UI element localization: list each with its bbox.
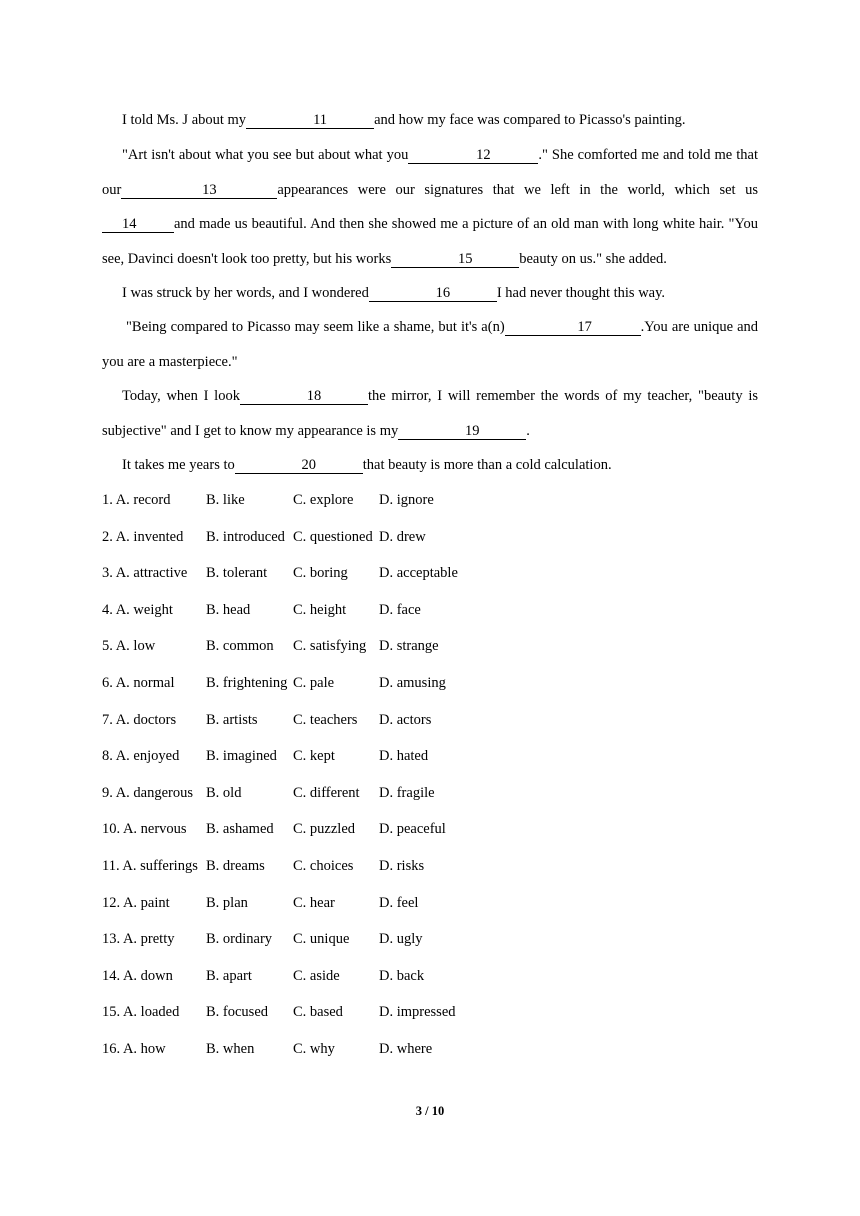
option-a: 12. A. paint [102,894,170,911]
option-d: D. peaceful [379,821,446,838]
option-b: B. apart [206,967,252,984]
option-a: 6. A. normal [102,674,175,691]
passage-text: I told Ms. J about my [122,112,247,128]
option-c: C. questioned [293,528,373,545]
option-d: D. hated [379,748,429,765]
option-a: 14. A. down [102,967,173,984]
option-d: D. back [379,967,425,984]
option-d: D. ugly [379,931,423,948]
option-a: 3. A. attractive [102,565,188,582]
passage-text: It takes me years to [122,457,235,473]
option-c: C. puzzled [293,821,356,838]
option-c: C. satisfying [293,638,367,655]
passage-text: and made us beautiful. And then she showed me a picture of an old man with long white hair. "You see, Davinci doesn't look too pretty, but his works [102,216,758,267]
option-b: B. common [206,638,274,655]
passage-text: ." She comforted me and told me that our [102,147,759,198]
option-c: C. why [293,1040,335,1057]
option-b: B. frightening [206,674,288,691]
option-d: D. actors [379,711,432,728]
passage-paragraph-5 [102,379,758,448]
option-d: D. face [379,601,421,618]
blank-17: 17 [505,319,641,336]
option-c: C. choices [293,857,354,874]
option-a: 1. A. record [102,492,171,508]
passage-text: "Art isn't about what you see but about what you [122,147,409,163]
passage-text: "Being compared to Picasso may seem like a shame, but it's a(n) [126,319,505,335]
option-d: D. acceptable [379,565,458,582]
option-d: D. amusing [379,674,446,691]
option-b: B. artists [206,711,258,728]
option-a: 4. A. weight [102,601,173,618]
option-c: C. boring [293,565,348,582]
passage-paragraph-1 [102,103,758,138]
passage-text: I had never thought this way. [496,285,666,301]
option-d: D. where [379,1040,433,1057]
passage-text: . [526,422,530,439]
passage-text: .You are unique and you are a masterpiece." [102,319,758,370]
option-d: D. impressed [379,1004,456,1021]
blank-15: 15 [391,251,519,268]
option-b: B. focused [206,1004,269,1021]
passage-text: that beauty is more than a cold calculation. [362,457,612,473]
passage-text: beauty on us." she added. [519,250,667,267]
blank-19: 19 [398,423,526,440]
option-a: 13. A. pretty [102,931,175,948]
option-a: 10. A. nervous [102,821,187,838]
option-c: C. pale [293,674,335,691]
passage-text: Today, when I look [122,388,240,404]
option-b: B. ordinary [206,931,273,948]
option-c: C. height [293,601,347,618]
option-c: C. aside [293,967,340,984]
option-b: B. when [206,1040,255,1057]
passage-paragraph-2 [102,138,758,276]
option-d: D. ignore [379,492,434,508]
blank-11: 11 [246,112,374,129]
passage-paragraph-6 [102,448,758,483]
option-b: B. like [206,492,245,508]
blank-20: 20 [235,457,363,474]
option-c: C. explore [293,492,354,508]
option-a: 16. A. how [102,1040,166,1057]
option-b: B. plan [206,894,248,911]
passage-text: I was struck by her words, and I wondered [122,285,369,301]
option-d: D. feel [379,894,419,911]
option-a: 11. A. sufferings [102,857,198,874]
option-d: D. risks [379,857,425,874]
blank-14: 14 [102,216,174,233]
option-b: B. tolerant [206,565,268,582]
option-a: 5. A. low [102,638,156,655]
option-a: 7. A. doctors [102,711,177,728]
option-a: 2. A. invented [102,528,184,545]
option-a: 15. A. loaded [102,1004,180,1021]
option-a: 8. A. enjoyed [102,748,180,765]
option-b: B. imagined [206,748,277,765]
option-b: B. dreams [206,857,265,874]
option-c: C. kept [293,748,335,765]
blank-16: 16 [369,285,497,302]
blank-12: 12 [408,147,538,164]
passage-text: and how my face was compared to Picasso's painting. [374,112,686,128]
option-c: C. unique [293,931,350,948]
option-b: B. ashamed [206,821,274,838]
blank-18: 18 [240,388,368,405]
option-c: C. based [293,1004,343,1021]
option-c: C. hear [293,894,335,911]
passage-paragraph-4 [102,310,758,379]
blank-13: 13 [121,182,277,199]
passage-text: the mirror, I will remember the words of my teacher, "beauty is subjective" and I get to know my appearance is my [102,388,759,439]
option-d: D. drew [379,528,426,545]
option-c: C. different [293,784,360,801]
page-number: 3 / 10 [415,1104,445,1118]
option-b: B. head [206,601,251,618]
passage-text: appearances were our signatures that we left in the world, which set us [277,181,758,198]
option-b: B. introduced [206,528,285,545]
option-c: C. teachers [293,711,358,728]
option-a: 9. A. dangerous [102,784,194,801]
option-d: D. strange [379,638,439,655]
passage-paragraph-3 [102,276,758,311]
option-b: B. old [206,784,242,801]
option-d: D. fragile [379,784,435,801]
